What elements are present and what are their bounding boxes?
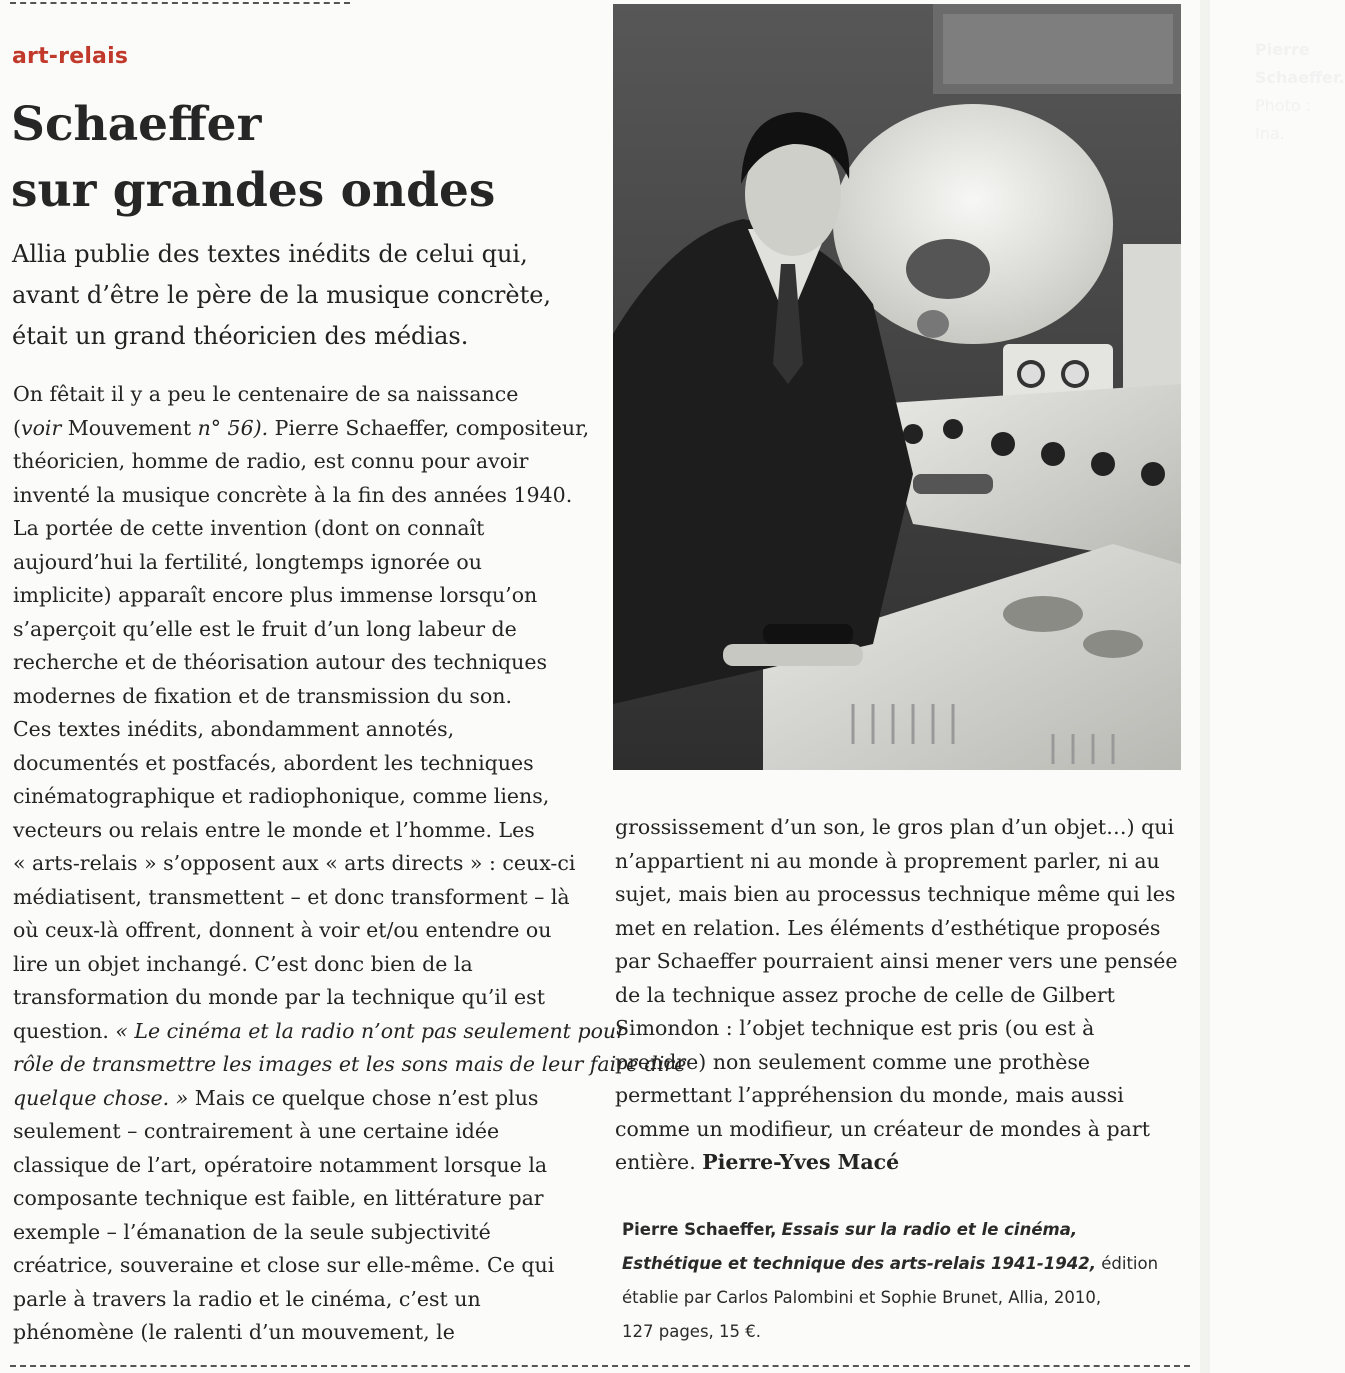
body-line: lire un objet inchangé. C’est donc bien de la (13, 951, 473, 976)
reference-author: Pierre Schaeffer, (622, 1220, 777, 1239)
body-line: cinématographique et radiophonique, comme liens, (13, 784, 550, 808)
body-line: où ceux-là offrent, donnent à voir et/ou entendre ou (13, 918, 552, 942)
body-line: sujet, mais bien au processus technique même qui les (615, 882, 1176, 906)
reference-line: Esthétique et technique des arts-relais 1941-1942, édition (622, 1254, 1159, 1273)
body-line: met en relation. Les éléments d’esthétique proposés (615, 915, 1161, 940)
body-line: On fêtait il y a peu le centenaire de sa naissance (13, 382, 519, 406)
body-line: recherche et de théorisation autour des techniques (13, 650, 548, 674)
article-lede (12, 234, 602, 357)
body-line: grossissement d’un son, le gros plan d’un objet…) qui (615, 815, 1174, 839)
body-line: Simondon : l’objet technique est pris (ou est à (615, 1016, 1095, 1040)
photo-caption (1255, 36, 1345, 148)
reference-line (622, 1213, 1197, 1247)
body-line: transformation du monde par la technique qu’il est (13, 985, 545, 1009)
reference-line: établie par Carlos Palombini et Sophie Brunet, Allia, 2010, (622, 1288, 1102, 1307)
caption-credit: Photo : Ina. (1255, 96, 1312, 143)
body-line: permettant l’appréhension du monde, mais aussi (615, 1083, 1124, 1107)
body-line: documentés et postfacés, abordent les techniques (13, 750, 534, 775)
quote-text: rôle de transmettre les images et les sons mais de leur faire dire (13, 1052, 687, 1076)
title-line-2: sur grandes ondes (11, 163, 496, 218)
body-line: La portée de cette invention (dont on connaît (13, 516, 485, 540)
body-line: théoricien, homme de radio, est connu pour avoir (13, 449, 529, 473)
lede-line: était un grand théoricien des médias. (12, 322, 469, 350)
body-line: modernes de fixation et de transmission du son. (13, 683, 513, 708)
italic-text: n° 56). (197, 415, 269, 440)
body-line: créatrice, souveraine et close sur elle-même. Ce qui (13, 1253, 555, 1277)
reference-title: Essais sur la radio et le cinéma, (781, 1220, 1078, 1239)
portrait-photo (613, 4, 1345, 770)
body-line: n’appartient ni au monde à proprement parler, ni au (615, 848, 1160, 873)
body-column-left (13, 378, 687, 1350)
body-line: (voir Mouvement n° 56). Pierre Schaeffer, compositeur, (13, 415, 590, 440)
body-line: par Schaeffer pourraient ainsi mener vers une pensée (615, 949, 1178, 973)
section-kicker: art-relais (12, 44, 129, 69)
body-line: s’aperçoit qu’elle est le fruit d’un long labeur de (13, 616, 517, 641)
lede-line: avant d’être le père de la musique concrète, (12, 281, 552, 309)
body-line: composante technique est faible, en littérature par (13, 1186, 544, 1210)
body-line: Ces textes inédits, abondamment annotés, (13, 717, 455, 741)
quote-text: quelque chose. » (13, 1085, 189, 1110)
book-reference (622, 1213, 1197, 1349)
body-line: aujourd’hui la fertilité, longtemps ignorée ou (13, 549, 482, 574)
body-line: seulement – contrairement à une certaine idée (13, 1119, 500, 1143)
author-signature: Pierre-Yves Macé (702, 1150, 900, 1174)
reference-line: 127 pages, 15 €. (622, 1322, 762, 1341)
italic-text: voir (21, 415, 62, 440)
body-column-right (615, 811, 1205, 1180)
top-dashed-rule (10, 2, 350, 4)
body-line (13, 1048, 687, 1082)
quote-text: « Le cinéma et la radio n’ont pas seulement pour (115, 1018, 626, 1043)
body-line: question. « Le cinéma et la radio n’ont pas seulement pour (13, 1018, 626, 1043)
photo-illustration (613, 4, 1181, 770)
body-line: implicite) apparaît encore plus immense lorsqu’on (13, 583, 538, 607)
body-line: inventé la musique concrète à la fin des années 1940. (13, 482, 573, 507)
title-line-1: Schaeffer (11, 97, 262, 152)
body-line: parle à travers la radio et le cinéma, c’est un (13, 1286, 481, 1311)
article-title (11, 92, 591, 224)
caption-name: Pierre Schaeffer. (1255, 40, 1345, 87)
body-line: médiatisent, transmettent – et donc transforment – là (13, 884, 570, 909)
body-line: phénomène (le ralenti d’un mouvement, le (13, 1320, 455, 1344)
body-line: exemple – l’émanation de la seule subjectivité (13, 1219, 491, 1244)
body-line: comme un modifieur, un créateur de mondes à part (615, 1116, 1150, 1141)
bottom-dashed-rule (10, 1365, 1190, 1367)
body-line: classique de l’art, opératoire notamment lorsque la (13, 1152, 548, 1177)
reference-title: Esthétique et technique des arts-relais 1941-1942, (622, 1254, 1096, 1273)
body-line: « arts-relais » s’opposent aux « arts directs » : ceux-ci (13, 851, 576, 875)
body-line: de la technique assez proche de celle de Gilbert (615, 982, 1115, 1007)
body-line: vecteurs ou relais entre le monde et l’homme. Les (13, 817, 535, 842)
body-line: entière. Pierre-Yves Macé (615, 1150, 900, 1174)
body-line: prendre) non seulement comme une prothèse (615, 1049, 1091, 1074)
body-line: quelque chose. » Mais ce quelque chose n’est plus (13, 1085, 539, 1110)
lede-line: Allia publie des textes inédits de celui qui, (12, 240, 528, 268)
